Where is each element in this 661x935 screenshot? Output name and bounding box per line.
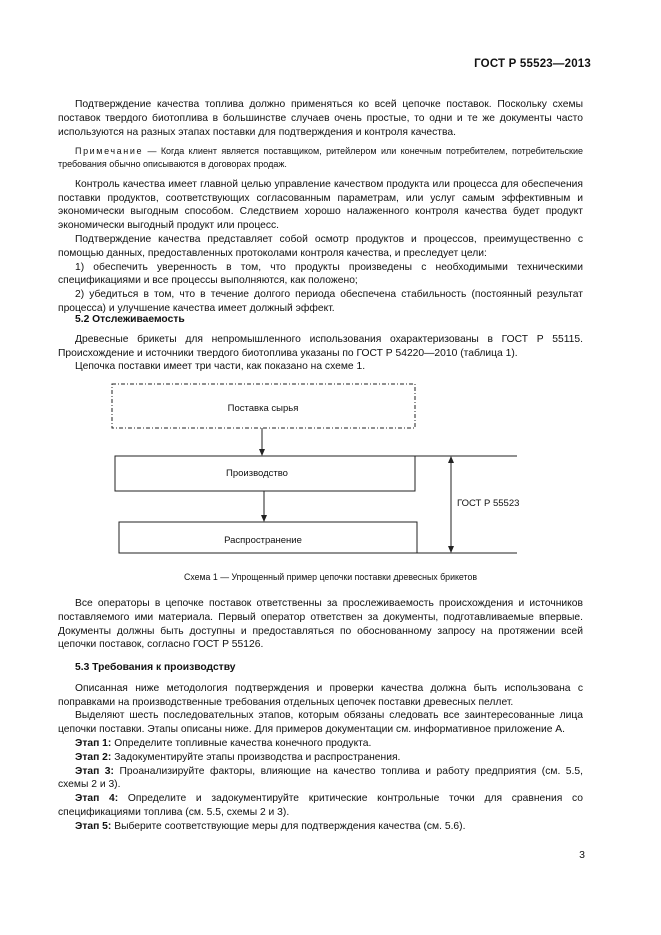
intro-paragraph-1: Подтверждение качества топлива должно применяться ко всей цепочке поставок. Поскольку схемы поставок твердого биотоплива в большинстве случаев очень простые, то одни и те же документы часто используются на разных этапах поставки для подтверждения и контроля качества. (58, 99, 583, 138)
section-5-3-paragraph-1: Описанная ниже методология подтверждения и проверки качества должна быть использована с поправками на производственные требования отдельных цепочек поставки древесных пеллет. (58, 682, 583, 708)
section-5-2-paragraph-2: Цепочка поставки имеет три части, как показано на схеме 1. (75, 361, 366, 373)
intro-paragraph-2: Контроль качества имеет главной целью управление качеством продукта или процесса для обеспечения поставки продуктов, соответствующих согласованным параметрам, или услуг самым эффективным и экономически выгодным способом. Следствием хорошо налаженного контроля качества будет продукт экономически выгодный продукт или процесс. (58, 178, 583, 232)
production-label: Производство (226, 468, 288, 479)
section-5-3-paragraph-2: Выделяют шесть последовательных этапов, которым обязаны следовать все заинтересованные лица цепочки поставки. Этапы описаны ниже. Для примеров документации см. информативное приложение А. (58, 710, 583, 736)
arrow-supply-to-production-head (259, 449, 265, 456)
section-5-3 (58, 661, 583, 834)
page-number: 3 (579, 849, 585, 861)
section-5-2-title: 5.2 Отслеживаемость (75, 314, 185, 325)
step-4-text: Определите и задокументируйте критические контрольные точки для сравнения со спецификациями топлива (см. 5.5, схемы 2 и 3). (58, 793, 583, 818)
traceability-paragraph: Все операторы в цепочке поставок ответственны за прослеживаемость происхождения и источников поставляемого ими материала. Первый оператор ответствен за документы, подготавливаемые впервые. Документы должны быть доступны и предоставляться по обоснованному запросу на протяжении всей цепочки поставок, согласно ГОСТ Р 55126. (58, 598, 583, 651)
step-3-label: Этап 3: (75, 765, 114, 777)
step-4 (58, 792, 583, 820)
step-1 (58, 737, 583, 751)
document-code-header: ГОСТ Р 55523—2013 (474, 58, 591, 70)
section-5-2-paragraph-1: Древесные брикеты для непромышленного использования охарактеризованы в ГОСТ Р 55115. Происхождение и источники твердого биотоплива указаны по ГОСТ Р 54220—2010 (таблица 1). (58, 333, 583, 359)
step-2-label: Этап 2: (75, 751, 112, 763)
step-3-text: Проанализируйте факторы, влияющие на качество топлива и работу предприятия (см. 5.5, схемы 2 и 3). (58, 765, 583, 791)
step-5-text: Выберите соответствующие меры для подтверждения качества (см. 5.6). (111, 820, 466, 832)
step-1-label: Этап 1: (75, 737, 112, 749)
arrow-production-to-distribution-head (261, 515, 267, 522)
traceability-paragraph-block (58, 597, 583, 652)
intro-paragraph-5: 2) убедиться в том, что в течение долгого периода обеспечена стабильность (постоянный результат процесса) и улучшение качества имеет должный эффект. (58, 289, 583, 314)
step-3 (58, 765, 583, 793)
note-label: Примечание (75, 146, 144, 157)
note-text: — Когда клиент является поставщиком, ритейлером или конечным потребителем, потребительские требования обычно описываются в договорах продаж. (58, 146, 583, 169)
intro-paragraph-3: Подтверждение качества представляет собой осмотр продуктов и процессов, преимущественно с помощью данных, предоставленных протоколами контроля качества, и преследует цели: (58, 233, 583, 259)
diagram-caption: Схема 1 — Упрощенный пример цепочки поставки древесных брикетов (183, 572, 478, 582)
step-5 (58, 820, 583, 834)
intro-paragraph-4: 1) обеспечить уверенность в том, что продукты произведены с необходимыми техническими спецификациями и все процессы выполняются, как положено; (58, 261, 583, 287)
step-2 (58, 751, 583, 765)
standard-scope-label: ГОСТ Р 55523 (457, 498, 520, 509)
scope-arrow-top-head (448, 456, 454, 463)
step-2-text: Задокументируйте этапы производства и распространения. (111, 751, 401, 763)
step-1-text: Определите топливные качества конечного продукта. (111, 737, 372, 749)
distribution-label: Распространение (224, 535, 302, 546)
raw-material-supply-label: Поставка сырья (227, 403, 299, 414)
step-4-label: Этап 4: (75, 793, 119, 805)
section-5-3-title: 5.3 Требования к производству (75, 662, 236, 673)
step-5-label: Этап 5: (75, 820, 112, 832)
scope-arrow-bottom-head (448, 546, 454, 553)
